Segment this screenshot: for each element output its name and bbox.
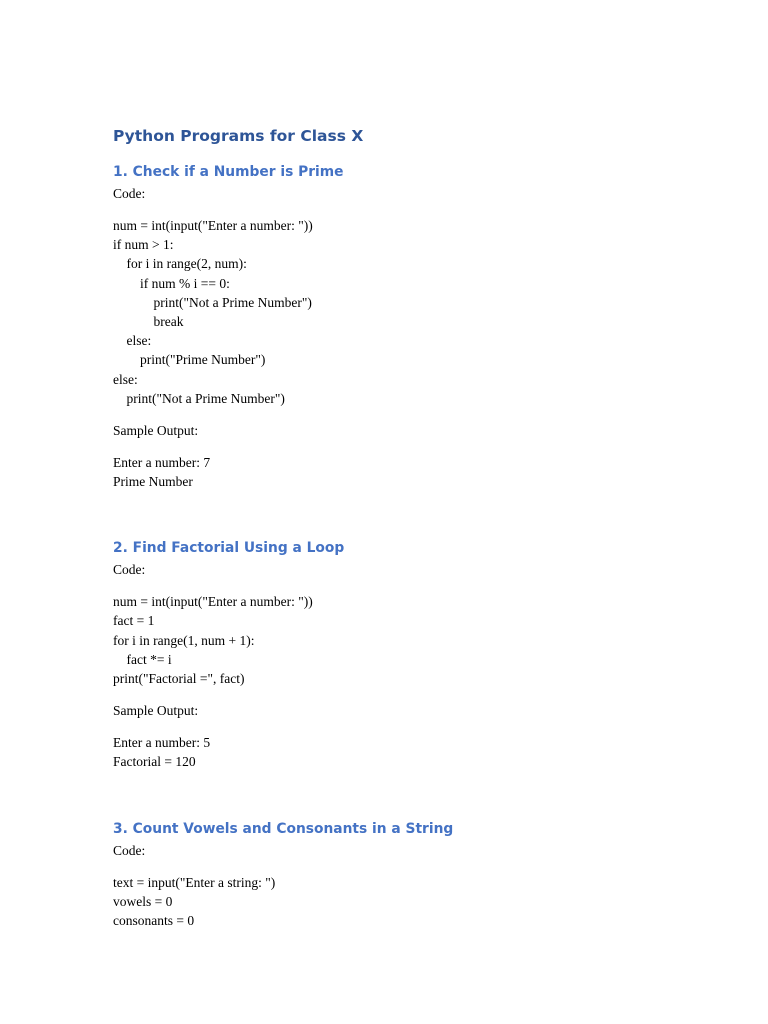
section-heading: 1. Check if a Number is Prime xyxy=(113,164,344,180)
code-line: num = int(input("Enter a number: ")) xyxy=(113,218,313,233)
code-line: text = input("Enter a string: ") xyxy=(113,874,276,890)
output-label: Sample Output: xyxy=(113,422,199,438)
code-line: for i in range(2, num): xyxy=(113,256,247,272)
output-line: Enter a number: 7 xyxy=(113,454,211,470)
code-line: print("Not a Prime Number") xyxy=(113,390,285,406)
code-line: if num > 1: xyxy=(113,237,174,253)
code-label: Code: xyxy=(113,186,146,201)
code-line: if num % i == 0: xyxy=(113,275,230,291)
section-vowels xyxy=(113,817,673,931)
output-line: Factorial = 120 xyxy=(113,754,196,770)
code-line: vowels = 0 xyxy=(113,893,173,909)
code-block xyxy=(113,216,673,408)
output-block xyxy=(113,453,673,491)
section-heading: 3. Count Vowels and Consonants in a String xyxy=(113,820,454,837)
code-line: for i in range(1, num + 1): xyxy=(113,632,255,648)
code-line: print("Not a Prime Number") xyxy=(113,294,312,310)
output-label: Sample Output: xyxy=(113,703,199,719)
code-line: consonants = 0 xyxy=(113,912,195,928)
code-line: num = int(input("Enter a number: ")) xyxy=(113,594,313,610)
document-title: Python Programs for Class X xyxy=(113,127,364,145)
code-line: else: xyxy=(113,333,152,349)
code-line: fact *= i xyxy=(113,651,172,667)
code-line: else: xyxy=(113,371,138,387)
code-line: break xyxy=(113,313,184,329)
code-line: fact = 1 xyxy=(113,613,155,629)
code-label: Code: xyxy=(113,842,146,858)
output-block xyxy=(113,733,673,771)
output-line: Enter a number: 5 xyxy=(113,735,211,751)
section-heading: 2. Find Factorial Using a Loop xyxy=(113,540,345,557)
code-block xyxy=(113,873,673,931)
code-line: print("Factorial =", fact) xyxy=(113,671,245,686)
section-prime xyxy=(113,160,673,491)
section-factorial xyxy=(113,536,673,771)
document-body xyxy=(113,124,673,930)
code-line: print("Prime Number") xyxy=(113,352,266,368)
code-block xyxy=(113,592,673,688)
output-line: Prime Number xyxy=(113,474,193,490)
code-label: Code: xyxy=(113,562,146,578)
